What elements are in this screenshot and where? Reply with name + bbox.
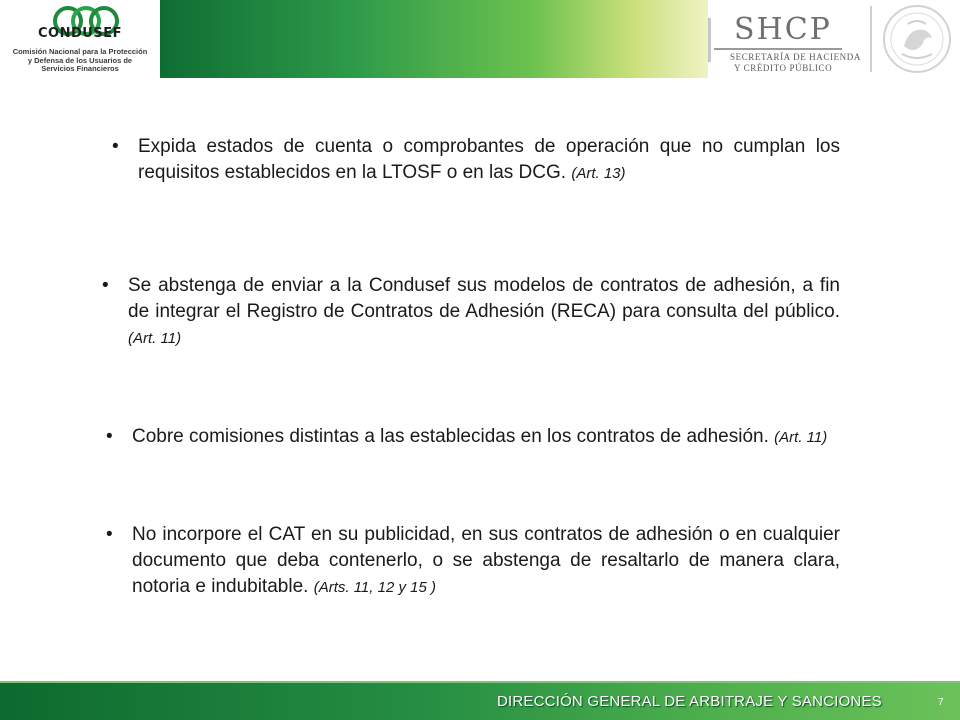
shcp-acronym: SHCP [734, 12, 832, 47]
condusef-name: CONDUSEF [38, 26, 122, 41]
shcp-divider [708, 18, 711, 62]
bullet-dot: • [106, 524, 113, 545]
bullet-dot: • [106, 426, 113, 447]
condusef-subtitle [0, 48, 160, 74]
bullet-item [102, 273, 840, 352]
shcp-name-line2: Y CRÉDITO PÚBLICO [734, 63, 833, 73]
bullet-item [106, 522, 840, 601]
bullet-text: Expida estados de cuenta o comprobantes de operación que no cumplan los requisitos establecidos en la LTOSF o en las DCG. [138, 136, 840, 183]
bullet-dot: • [102, 275, 109, 296]
header-green-band [160, 0, 708, 78]
footer-title: DIRECCIÓN GENERAL DE ARBITRAJE Y SANCIONES [497, 693, 882, 710]
condusef-logo [0, 0, 160, 78]
bullet-text: Se abstenga de enviar a la Condusef sus modelos de contratos de adhesión, a fin de integrar el Registro de Contratos de Adhesión (RECA) para consulta del público. [128, 275, 840, 322]
bullet-citation: (Art. 11) [128, 330, 182, 347]
footer [0, 683, 960, 720]
bullet-item [112, 134, 840, 187]
bullet-text: Cobre comisiones distintas a las establecidas en los contratos de adhesión. [132, 426, 769, 447]
mexico-seal-icon [878, 2, 956, 76]
condusef-subtitle-line: Servicios Financieros [41, 64, 119, 73]
bullet-citation: (Art. 11) [774, 429, 828, 446]
header [0, 0, 960, 78]
bullet-item [106, 424, 840, 451]
shcp-rule [714, 48, 842, 50]
condusef-subtitle-line: Comisión Nacional para la Protección [12, 47, 148, 56]
seal-divider [870, 6, 872, 72]
page-number: 7 [938, 697, 944, 708]
bullet-text: No incorpore el CAT en su publicidad, en sus contratos de adhesión o en cualquier documento que deba contenerlo, o se abstenga de resaltarlo de manera clara, notoria e indubitable. [132, 524, 840, 597]
bullet-citation: (Arts. 11, 12 y 15 ) [313, 579, 436, 596]
shcp-logo [708, 0, 960, 78]
bullet-dot: • [112, 136, 119, 157]
bullet-citation: (Art. 13) [571, 165, 626, 182]
shcp-name-line1: SECRETARÍA DE HACIENDA [730, 52, 861, 62]
condusef-subtitle-line: y Defensa de los Usuarios de [27, 55, 133, 65]
